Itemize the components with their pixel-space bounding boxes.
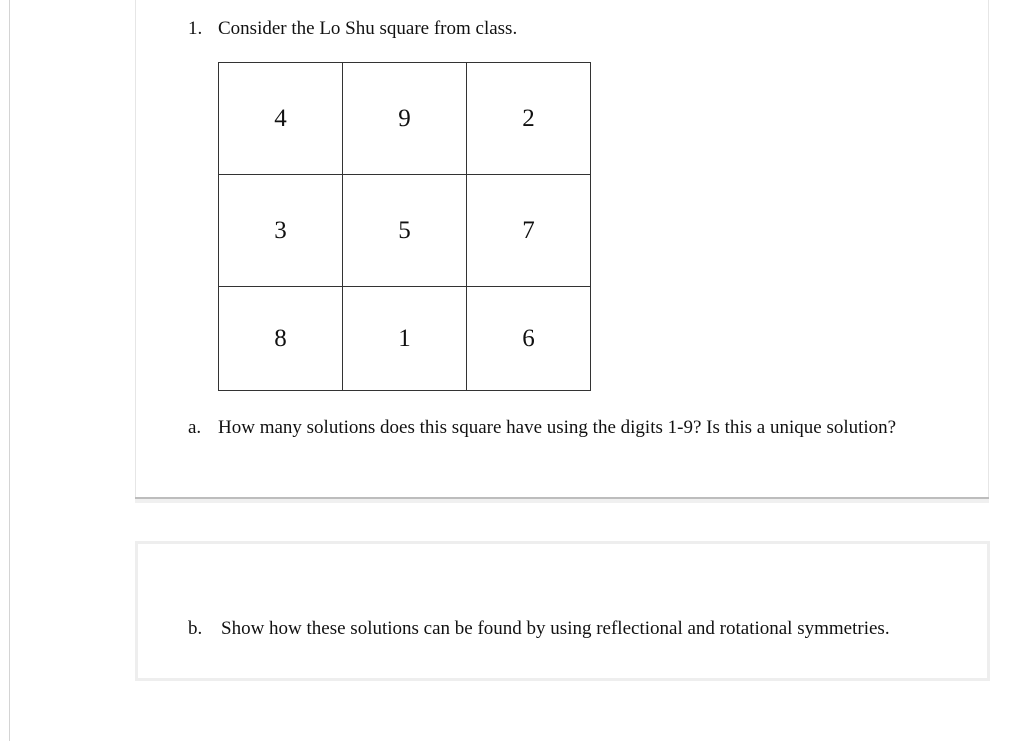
question-text: Consider the Lo Shu square from class. — [218, 18, 518, 39]
grid-cell: 1 — [343, 287, 467, 391]
grid-cell: 8 — [219, 287, 343, 391]
grid-row — [219, 175, 591, 287]
card-divider-shadow — [135, 499, 989, 503]
question-number: 1. — [188, 18, 203, 39]
grid-cell: 5 — [343, 175, 467, 287]
part-b-letter: b. — [188, 618, 203, 639]
grid-cell: 3 — [219, 175, 343, 287]
question-1-prompt — [188, 17, 517, 41]
part-a-text: How many solutions does this square have using the digits 1-9? Is this a unique solution? — [218, 417, 897, 438]
grid-cell: 2 — [467, 63, 591, 175]
grid-cell: 9 — [343, 63, 467, 175]
lo-shu-square-grid — [218, 62, 591, 391]
question-card-part-b — [135, 541, 990, 681]
left-border-line — [9, 0, 10, 741]
part-a-letter: a. — [188, 417, 202, 438]
part-b-prompt — [188, 617, 890, 641]
grid-cell: 6 — [467, 287, 591, 391]
grid-cell: 4 — [219, 63, 343, 175]
grid-row — [219, 63, 591, 175]
grid-cell: 7 — [467, 175, 591, 287]
part-b-text: Show how these solutions can be found by using reflectional and rotational symmetries. — [221, 618, 890, 639]
grid-row — [219, 287, 591, 391]
part-a-prompt — [188, 416, 896, 440]
